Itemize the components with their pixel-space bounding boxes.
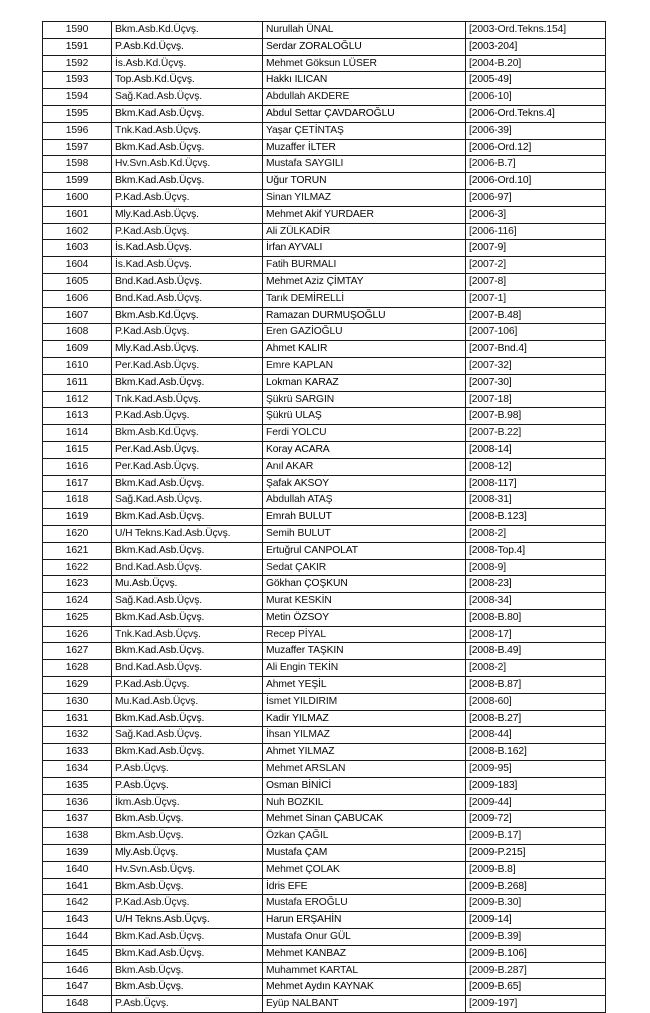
table-row [43,609,606,626]
cell-sira-no: 1612 [43,391,112,408]
cell-rutbe: Per.Kad.Asb.Üçvş. [112,357,263,374]
cell-ad-soyad: Mehmet ARSLAN [263,761,466,778]
table-row [43,307,606,324]
table-row [43,761,606,778]
cell-ad-soyad: Koray ACARA [263,441,466,458]
cell-sicil: [2009-B.106] [466,945,606,962]
cell-rutbe: Mly.Kad.Asb.Üçvş. [112,341,263,358]
cell-rutbe: Bnd.Kad.Asb.Üçvş. [112,660,263,677]
cell-sira-no: 1631 [43,710,112,727]
cell-sira-no: 1642 [43,895,112,912]
table-row [43,727,606,744]
table-row [43,576,606,593]
table-row [43,710,606,727]
cell-sicil: [2007-1] [466,290,606,307]
cell-rutbe: P.Kad.Asb.Üçvş. [112,408,263,425]
table-row [43,660,606,677]
cell-sicil: [2008-17] [466,626,606,643]
cell-sicil: [2008-2] [466,660,606,677]
cell-rutbe: Bkm.Kad.Asb.Üçvş. [112,374,263,391]
cell-ad-soyad: Mehmet Aydın KAYNAK [263,979,466,996]
cell-sicil: [2009-183] [466,777,606,794]
cell-sira-no: 1643 [43,912,112,929]
cell-ad-soyad: Eren GAZİOĞLU [263,324,466,341]
cell-sira-no: 1644 [43,929,112,946]
cell-rutbe: Sağ.Kad.Asb.Üçvş. [112,727,263,744]
cell-ad-soyad: Recep PİYAL [263,626,466,643]
cell-ad-soyad: Serdar ZORALOĞLU [263,38,466,55]
cell-sira-no: 1645 [43,945,112,962]
table-row [43,206,606,223]
cell-ad-soyad: Muhammet KARTAL [263,962,466,979]
table-row [43,122,606,139]
cell-ad-soyad: Uğur TORUN [263,173,466,190]
table-row [43,156,606,173]
table-row [43,929,606,946]
cell-rutbe: Bkm.Kad.Asb.Üçvş. [112,105,263,122]
cell-sicil: [2007-B.48] [466,307,606,324]
cell-rutbe: Bkm.Kad.Asb.Üçvş. [112,475,263,492]
cell-sicil: [2008-60] [466,693,606,710]
cell-sira-no: 1638 [43,828,112,845]
cell-ad-soyad: Mustafa SAYGILI [263,156,466,173]
cell-ad-soyad: Hakkı ILICAN [263,72,466,89]
cell-sicil: [2006-3] [466,206,606,223]
cell-sira-no: 1632 [43,727,112,744]
cell-sicil: [2008-44] [466,727,606,744]
cell-sira-no: 1616 [43,458,112,475]
cell-ad-soyad: Muzaffer İLTER [263,139,466,156]
cell-rutbe: Tnk.Kad.Asb.Üçvş. [112,391,263,408]
cell-sicil: [2006-10] [466,89,606,106]
cell-ad-soyad: Nurullah ÜNAL [263,22,466,39]
cell-sira-no: 1648 [43,996,112,1013]
cell-rutbe: P.Asb.Üçvş. [112,996,263,1013]
table-row [43,89,606,106]
table-row [43,895,606,912]
cell-ad-soyad: Sedat ÇAKIR [263,559,466,576]
cell-sira-no: 1629 [43,677,112,694]
cell-ad-soyad: Murat KESKİN [263,593,466,610]
cell-ad-soyad: Mehmet KANBAZ [263,945,466,962]
table-row [43,324,606,341]
cell-sicil: [2006-Ord.Tekns.4] [466,105,606,122]
cell-sicil: [2009-B.17] [466,828,606,845]
cell-sira-no: 1634 [43,761,112,778]
cell-rutbe: P.Asb.Kd.Üçvş. [112,38,263,55]
cell-sira-no: 1605 [43,273,112,290]
table-row [43,105,606,122]
cell-ad-soyad: Şükrü SARGIN [263,391,466,408]
cell-rutbe: Bkm.Kad.Asb.Üçvş. [112,139,263,156]
table-row [43,643,606,660]
cell-rutbe: Bnd.Kad.Asb.Üçvş. [112,273,263,290]
cell-sicil: [2009-P.215] [466,845,606,862]
cell-sicil: [2006-Ord.10] [466,173,606,190]
cell-ad-soyad: Fatih BURMALI [263,257,466,274]
cell-sicil: [2008-B.123] [466,509,606,526]
cell-sira-no: 1630 [43,693,112,710]
cell-ad-soyad: Ali Engin TEKİN [263,660,466,677]
cell-sicil: [2008-B.87] [466,677,606,694]
cell-sira-no: 1608 [43,324,112,341]
cell-sira-no: 1614 [43,425,112,442]
cell-sicil: [2008-12] [466,458,606,475]
table-row [43,341,606,358]
table-row [43,693,606,710]
table-row [43,979,606,996]
cell-rutbe: Bkm.Asb.Kd.Üçvş. [112,307,263,324]
table-row [43,441,606,458]
cell-ad-soyad: Şükrü ULAŞ [263,408,466,425]
cell-sira-no: 1624 [43,593,112,610]
cell-rutbe: P.Kad.Asb.Üçvş. [112,189,263,206]
cell-sicil: [2009-44] [466,794,606,811]
table-row [43,677,606,694]
cell-rutbe: U/H Tekns.Kad.Asb.Üçvş. [112,525,263,542]
cell-ad-soyad: Eyüp NALBANT [263,996,466,1013]
cell-ad-soyad: Mehmet Sinan ÇABUCAK [263,811,466,828]
cell-sira-no: 1621 [43,542,112,559]
cell-sicil: [2007-2] [466,257,606,274]
table-row [43,458,606,475]
table-row [43,542,606,559]
cell-ad-soyad: Mustafa EROĞLU [263,895,466,912]
cell-rutbe: Tnk.Kad.Asb.Üçvş. [112,626,263,643]
cell-sicil: [2008-14] [466,441,606,458]
cell-ad-soyad: Nuh BOZKIL [263,794,466,811]
cell-rutbe: İkm.Asb.Üçvş. [112,794,263,811]
cell-rutbe: Per.Kad.Asb.Üçvş. [112,441,263,458]
cell-sicil: [2007-9] [466,240,606,257]
cell-sira-no: 1593 [43,72,112,89]
table-row [43,22,606,39]
table-row [43,240,606,257]
cell-sira-no: 1620 [43,525,112,542]
cell-sicil: [2007-B.98] [466,408,606,425]
cell-sira-no: 1609 [43,341,112,358]
cell-ad-soyad: Tarık DEMİRELLİ [263,290,466,307]
table-row [43,391,606,408]
cell-ad-soyad: Mehmet Aziz ÇİMTAY [263,273,466,290]
cell-sicil: [2006-Ord.12] [466,139,606,156]
cell-sira-no: 1591 [43,38,112,55]
table-row [43,559,606,576]
cell-sira-no: 1606 [43,290,112,307]
table-row [43,139,606,156]
cell-sicil: [2008-B.80] [466,609,606,626]
cell-ad-soyad: Abdullah AKDERE [263,89,466,106]
cell-rutbe: Mly.Asb.Üçvş. [112,845,263,862]
cell-ad-soyad: Ramazan DURMUŞOĞLU [263,307,466,324]
cell-rutbe: Bkm.Kad.Asb.Üçvş. [112,509,263,526]
cell-sicil: [2007-30] [466,374,606,391]
table-row [43,374,606,391]
cell-sicil: [2006-97] [466,189,606,206]
cell-rutbe: P.Kad.Asb.Üçvş. [112,223,263,240]
cell-sira-no: 1625 [43,609,112,626]
cell-rutbe: P.Kad.Asb.Üçvş. [112,677,263,694]
cell-rutbe: Top.Asb.Kd.Üçvş. [112,72,263,89]
cell-sira-no: 1628 [43,660,112,677]
cell-sicil: [2007-Bnd.4] [466,341,606,358]
cell-sira-no: 1639 [43,845,112,862]
cell-rutbe: Bkm.Kad.Asb.Üçvş. [112,744,263,761]
cell-sira-no: 1633 [43,744,112,761]
cell-sicil: [2007-18] [466,391,606,408]
cell-rutbe: Bkm.Kad.Asb.Üçvş. [112,710,263,727]
cell-rutbe: Per.Kad.Asb.Üçvş. [112,458,263,475]
cell-sira-no: 1590 [43,22,112,39]
cell-rutbe: Bkm.Asb.Üçvş. [112,811,263,828]
cell-sicil: [2009-B.65] [466,979,606,996]
cell-rutbe: İs.Kad.Asb.Üçvş. [112,257,263,274]
table-row [43,593,606,610]
cell-rutbe: Sağ.Kad.Asb.Üçvş. [112,593,263,610]
cell-rutbe: İs.Kad.Asb.Üçvş. [112,240,263,257]
cell-rutbe: Bkm.Asb.Kd.Üçvş. [112,425,263,442]
cell-ad-soyad: Yaşar ÇETİNTAŞ [263,122,466,139]
cell-sira-no: 1635 [43,777,112,794]
cell-ad-soyad: İsmet YILDIRIM [263,693,466,710]
cell-rutbe: Sağ.Kad.Asb.Üçvş. [112,89,263,106]
cell-rutbe: Bkm.Kad.Asb.Üçvş. [112,945,263,962]
cell-rutbe: P.Asb.Üçvş. [112,777,263,794]
cell-sira-no: 1626 [43,626,112,643]
cell-ad-soyad: Ahmet YEŞİL [263,677,466,694]
cell-ad-soyad: Ertuğrul CANPOLAT [263,542,466,559]
table-row [43,845,606,862]
cell-rutbe: U/H Tekns.Asb.Üçvş. [112,912,263,929]
table-row [43,996,606,1013]
cell-ad-soyad: İrfan AYVALI [263,240,466,257]
cell-sira-no: 1640 [43,861,112,878]
cell-sicil: [2009-95] [466,761,606,778]
cell-rutbe: Bkm.Asb.Üçvş. [112,878,263,895]
cell-sicil: [2008-34] [466,593,606,610]
cell-rutbe: P.Asb.Üçvş. [112,761,263,778]
cell-sicil: [2008-117] [466,475,606,492]
cell-ad-soyad: Ferdi YOLCU [263,425,466,442]
cell-sira-no: 1596 [43,122,112,139]
cell-rutbe: P.Kad.Asb.Üçvş. [112,895,263,912]
cell-sicil: [2006-39] [466,122,606,139]
cell-rutbe: Bkm.Kad.Asb.Üçvş. [112,173,263,190]
cell-rutbe: Bkm.Asb.Üçvş. [112,962,263,979]
cell-rutbe: Bkm.Asb.Kd.Üçvş. [112,22,263,39]
cell-ad-soyad: Kadir YILMAZ [263,710,466,727]
table-row [43,273,606,290]
cell-sira-no: 1604 [43,257,112,274]
cell-rutbe: Bkm.Kad.Asb.Üçvş. [112,609,263,626]
cell-sira-no: 1636 [43,794,112,811]
cell-sicil: [2009-14] [466,912,606,929]
cell-sira-no: 1637 [43,811,112,828]
table-row [43,173,606,190]
table-row [43,72,606,89]
cell-rutbe: Mly.Kad.Asb.Üçvş. [112,206,263,223]
cell-rutbe: Hv.Svn.Asb.Üçvş. [112,861,263,878]
cell-ad-soyad: Anıl AKAR [263,458,466,475]
cell-rutbe: Mu.Kad.Asb.Üçvş. [112,693,263,710]
cell-sira-no: 1641 [43,878,112,895]
table-row [43,189,606,206]
cell-sicil: [2009-B.268] [466,878,606,895]
table-row [43,525,606,542]
cell-sicil: [2004-B.20] [466,55,606,72]
cell-sicil: [2006-B.7] [466,156,606,173]
cell-sicil: [2008-2] [466,525,606,542]
cell-sira-no: 1615 [43,441,112,458]
cell-sira-no: 1647 [43,979,112,996]
table-row [43,912,606,929]
cell-sira-no: 1599 [43,173,112,190]
cell-sira-no: 1613 [43,408,112,425]
table-row [43,290,606,307]
cell-sicil: [2003-Ord.Tekns.154] [466,22,606,39]
table-row [43,257,606,274]
cell-ad-soyad: Mustafa Onur GÜL [263,929,466,946]
cell-sira-no: 1611 [43,374,112,391]
cell-ad-soyad: Emrah BULUT [263,509,466,526]
cell-ad-soyad: Semih BULUT [263,525,466,542]
cell-sicil: [2009-72] [466,811,606,828]
cell-sicil: [2009-B.287] [466,962,606,979]
roster-table [42,21,606,1013]
cell-sira-no: 1597 [43,139,112,156]
cell-ad-soyad: Mehmet Akif YURDAER [263,206,466,223]
cell-ad-soyad: Ali ZÜLKADİR [263,223,466,240]
cell-rutbe: P.Kad.Asb.Üçvş. [112,324,263,341]
cell-sicil: [2008-B.49] [466,643,606,660]
cell-ad-soyad: Ahmet KALIR [263,341,466,358]
cell-sicil: [2009-B.30] [466,895,606,912]
table-row [43,475,606,492]
cell-ad-soyad: Abdul Settar ÇAVDAROĞLU [263,105,466,122]
cell-ad-soyad: Harun ERŞAHİN [263,912,466,929]
cell-rutbe: Bnd.Kad.Asb.Üçvş. [112,290,263,307]
table-row [43,828,606,845]
cell-sira-no: 1607 [43,307,112,324]
table-row [43,509,606,526]
cell-ad-soyad: Emre KAPLAN [263,357,466,374]
cell-ad-soyad: Osman BİNİCİ [263,777,466,794]
cell-ad-soyad: Gökhan ÇOŞKUN [263,576,466,593]
cell-sicil: [2005-49] [466,72,606,89]
cell-sira-no: 1610 [43,357,112,374]
cell-ad-soyad: İhsan YILMAZ [263,727,466,744]
cell-sira-no: 1619 [43,509,112,526]
cell-ad-soyad: Özkan ÇAĞIL [263,828,466,845]
cell-rutbe: Bkm.Kad.Asb.Üçvş. [112,542,263,559]
table-row [43,861,606,878]
table-row [43,744,606,761]
cell-sira-no: 1618 [43,492,112,509]
cell-sira-no: 1600 [43,189,112,206]
cell-ad-soyad: Şafak AKSOY [263,475,466,492]
cell-sira-no: 1617 [43,475,112,492]
table-row [43,878,606,895]
cell-sicil: [2008-31] [466,492,606,509]
cell-ad-soyad: Abdullah ATAŞ [263,492,466,509]
cell-rutbe: Bkm.Asb.Üçvş. [112,979,263,996]
cell-rutbe: Tnk.Kad.Asb.Üçvş. [112,122,263,139]
table-row [43,962,606,979]
cell-sira-no: 1594 [43,89,112,106]
cell-sicil: [2006-116] [466,223,606,240]
cell-sicil: [2008-23] [466,576,606,593]
cell-sicil: [2003-204] [466,38,606,55]
cell-sicil: [2007-106] [466,324,606,341]
table-row [43,357,606,374]
cell-rutbe: Bkm.Kad.Asb.Üçvş. [112,929,263,946]
cell-ad-soyad: Mustafa ÇAM [263,845,466,862]
cell-sicil: [2009-B.8] [466,861,606,878]
cell-rutbe: Mu.Asb.Üçvş. [112,576,263,593]
table-row [43,626,606,643]
cell-sira-no: 1602 [43,223,112,240]
cell-sira-no: 1627 [43,643,112,660]
cell-sicil: [2007-8] [466,273,606,290]
cell-sicil: [2008-B.162] [466,744,606,761]
cell-sicil: [2009-197] [466,996,606,1013]
table-row [43,794,606,811]
table-row [43,38,606,55]
table-row [43,55,606,72]
cell-sicil: [2009-B.39] [466,929,606,946]
cell-sira-no: 1622 [43,559,112,576]
table-row [43,945,606,962]
cell-sicil: [2008-9] [466,559,606,576]
cell-sira-no: 1592 [43,55,112,72]
cell-sicil: [2007-32] [466,357,606,374]
cell-ad-soyad: Muzaffer TAŞKIN [263,643,466,660]
table-row [43,425,606,442]
cell-rutbe: İs.Asb.Kd.Üçvş. [112,55,263,72]
cell-sira-no: 1603 [43,240,112,257]
cell-sicil: [2008-Top.4] [466,542,606,559]
cell-ad-soyad: Ahmet YILMAZ [263,744,466,761]
cell-rutbe: Sağ.Kad.Asb.Üçvş. [112,492,263,509]
cell-ad-soyad: İdris EFE [263,878,466,895]
cell-sicil: [2008-B.27] [466,710,606,727]
cell-rutbe: Bkm.Kad.Asb.Üçvş. [112,643,263,660]
cell-sira-no: 1646 [43,962,112,979]
table-row [43,492,606,509]
cell-ad-soyad: Metin ÖZSOY [263,609,466,626]
cell-ad-soyad: Mehmet Göksun LÜSER [263,55,466,72]
cell-ad-soyad: Lokman KARAZ [263,374,466,391]
table-row [43,408,606,425]
cell-ad-soyad: Sinan YILMAZ [263,189,466,206]
cell-rutbe: Hv.Svn.Asb.Kd.Üçvş. [112,156,263,173]
cell-sira-no: 1595 [43,105,112,122]
cell-rutbe: Bkm.Asb.Üçvş. [112,828,263,845]
table-row [43,777,606,794]
table-row [43,223,606,240]
cell-sira-no: 1623 [43,576,112,593]
table-row [43,811,606,828]
cell-ad-soyad: Mehmet ÇOLAK [263,861,466,878]
cell-rutbe: Bnd.Kad.Asb.Üçvş. [112,559,263,576]
cell-sicil: [2007-B.22] [466,425,606,442]
cell-sira-no: 1601 [43,206,112,223]
cell-sira-no: 1598 [43,156,112,173]
roster-table-body [43,22,606,1013]
